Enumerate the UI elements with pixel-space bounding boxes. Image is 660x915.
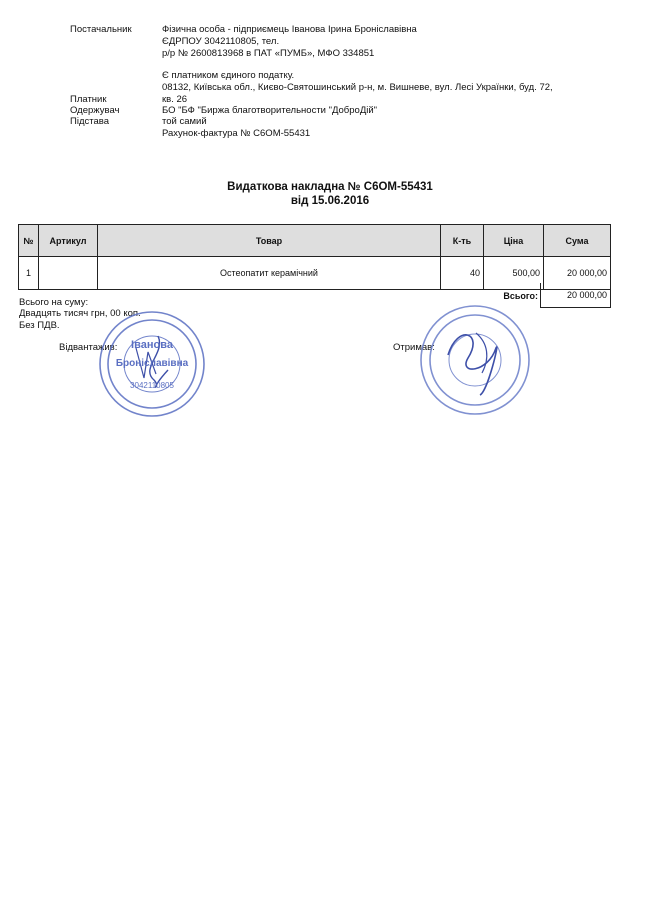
summary-amount-words: Двадцять тисяч грн, 00 коп. xyxy=(19,308,141,319)
payer-label: Платник xyxy=(70,94,107,105)
row-item: Остеопатит керамічний xyxy=(98,257,441,290)
header-article: Артикул xyxy=(39,225,98,257)
header-price: Ціна xyxy=(484,225,544,257)
header-num: № xyxy=(19,225,39,257)
row-sum: 20 000,00 xyxy=(544,257,611,290)
supplier-tax-status: Є платником єдиного податку. xyxy=(162,70,295,81)
received-label: Отримав: xyxy=(393,342,435,353)
row-num: 1 xyxy=(19,257,39,290)
document-title: Видаткова накладна № С6ОМ-55431 xyxy=(227,181,433,193)
summary-vat-note: Без ПДВ. xyxy=(19,320,60,331)
total-value: 20 000,00 xyxy=(540,283,611,308)
stamp-text-3: 3042110805 xyxy=(130,381,174,390)
supplier-account: р/р № 2600813968 в ПАТ «ПУМБ», МФО 334851 xyxy=(162,48,375,59)
recipient-label: Одержувач xyxy=(70,105,120,116)
table-header-row xyxy=(19,225,611,257)
basis-value: той самий xyxy=(162,116,207,127)
recipient-value: БО "БФ "Биржа благотворительности "ДоброДій" xyxy=(162,105,378,116)
row-article xyxy=(39,257,98,290)
header-sum: Сума xyxy=(544,225,611,257)
stamp-text-1: Іванова xyxy=(131,339,173,351)
recipient-stamp-icon xyxy=(418,303,532,417)
supplier-label: Постачальник xyxy=(70,24,132,35)
header-qty: К-ть xyxy=(441,225,484,257)
supplier-stamp xyxy=(96,308,208,420)
total-label: Всього: xyxy=(503,291,538,301)
table-row xyxy=(19,257,611,290)
supplier-name: Фізична особа - підприємець Іванова Ірина Броніславівна xyxy=(162,24,417,35)
payer-value: кв. 26 xyxy=(162,94,188,105)
row-price: 500,00 xyxy=(484,257,544,290)
header-item: Товар xyxy=(98,225,441,257)
basis-invoice: Рахунок-фактура № С6ОМ-55431 xyxy=(162,128,311,139)
stamp-text-2: Броніславівна xyxy=(115,358,189,369)
summary-total-label: Всього на суму: xyxy=(19,297,89,308)
supplier-edrpou: ЄДРПОУ 3042110805, тел. xyxy=(162,36,280,47)
document-date: від 15.06.2016 xyxy=(290,195,370,207)
shipped-label: Відвантажив: xyxy=(59,342,118,353)
row-qty: 40 xyxy=(441,257,484,290)
supplier-address: 08132, Київська обл., Києво-Святошинський р-н, м. Вишневе, вул. Лесі Українки, буд. 72, xyxy=(162,82,553,93)
supplier-stamp-icon xyxy=(96,308,208,420)
recipient-stamp xyxy=(418,303,532,417)
basis-label: Підстава xyxy=(70,116,109,127)
items-table xyxy=(18,224,611,290)
